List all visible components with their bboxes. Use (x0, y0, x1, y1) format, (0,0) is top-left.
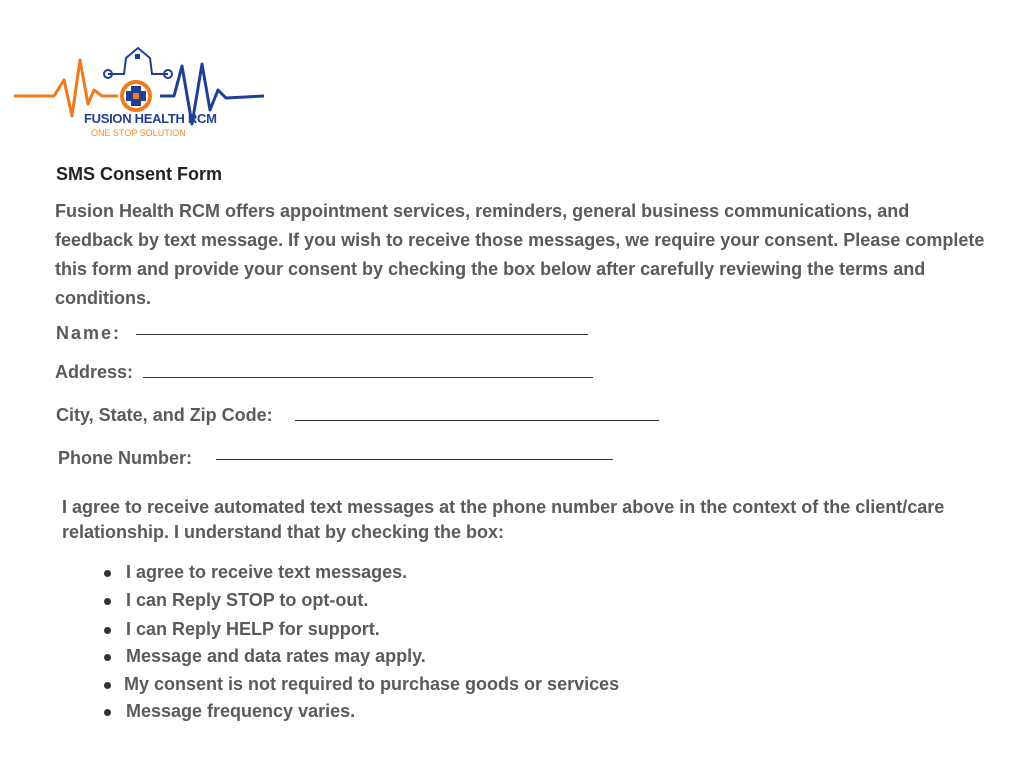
address-input-line[interactable] (143, 377, 593, 378)
logo-tagline: ONE STOP SOLUTION (91, 128, 186, 138)
bullet-icon (104, 682, 111, 689)
city-state-zip-label: City, State, and Zip Code: (56, 405, 273, 425)
list-item-text: My consent is not required to purchase goods or services (124, 674, 620, 694)
list-item-text: I can Reply HELP for support. (126, 619, 380, 639)
name-label: Name: (56, 323, 122, 343)
form-intro: Fusion Health RCM offers appointment services, reminders, general business communications, and feedback by text message. If you wish to receive those messages, we require your consent. Please complete this form and provide your consent by checking the box below after carefully reviewing the terms and conditions. (55, 201, 985, 308)
city-state-zip-field (56, 405, 666, 431)
list-item-text: Message and data rates may apply. (126, 646, 426, 666)
list-item-text: Message frequency varies. (126, 701, 356, 721)
bullet-icon (104, 570, 111, 577)
address-label: Address: (55, 362, 134, 382)
city-state-zip-input-line[interactable] (295, 420, 659, 421)
bullet-icon (104, 709, 111, 716)
phone-input-line[interactable] (216, 459, 613, 460)
form-title: SMS Consent Form (56, 164, 223, 184)
bullet-icon (104, 654, 111, 661)
name-input-line[interactable] (136, 334, 588, 335)
name-field (56, 323, 596, 349)
agreement-text: I agree to receive automated text messages at the phone number above in the context of the client/care relationship. I understand that by checking the box: (62, 497, 945, 542)
list-item-text: I can Reply STOP to opt-out. (126, 590, 369, 610)
logo-brand-text: FUSION HEALTH RCM (84, 111, 217, 126)
company-logo (14, 44, 266, 144)
bullet-icon (104, 598, 111, 605)
bullet-icon (104, 627, 111, 634)
address-field (55, 362, 595, 388)
phone-label: Phone Number: (58, 448, 193, 468)
list-item-text: I agree to receive text messages. (126, 562, 408, 582)
phone-field (58, 448, 618, 474)
